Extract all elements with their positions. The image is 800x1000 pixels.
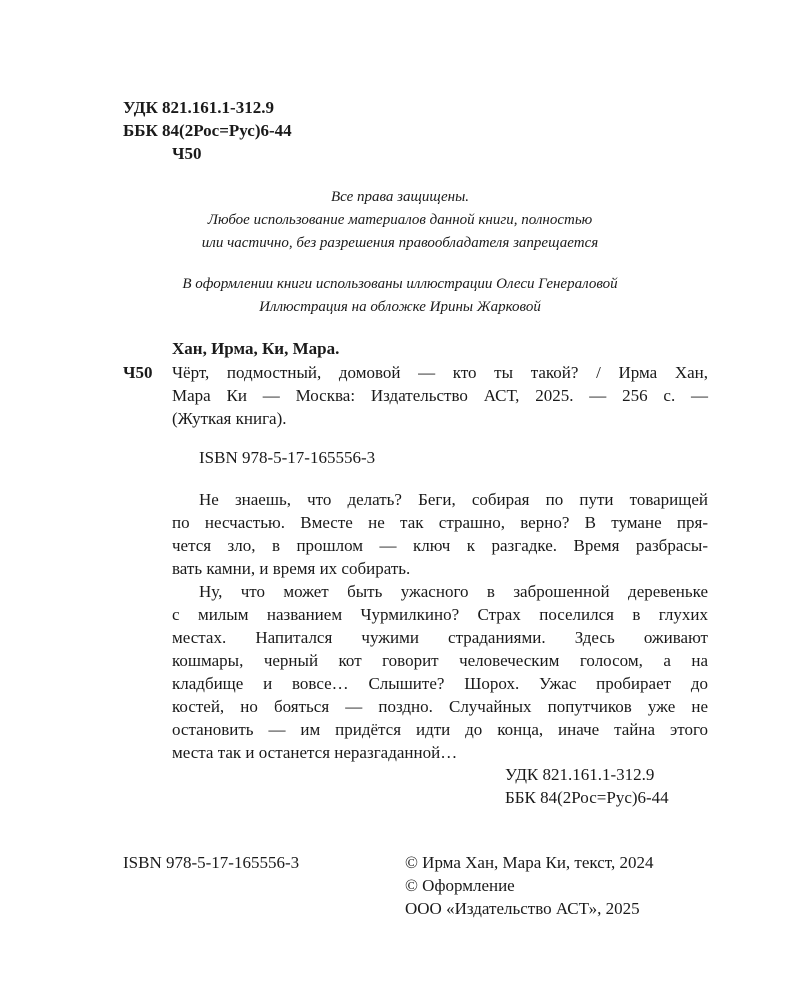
annotation-line: остановить — им придётся идти до конца, иначе тайна этого <box>172 720 708 739</box>
rights-line: Все права защищены. <box>330 189 470 205</box>
annotation-line: местах. Напитался чужими страданиями. Здесь оживают <box>172 628 708 647</box>
catalog-code: Ч50 <box>123 363 153 382</box>
annotation-line: костей, но бояться — поздно. Случайных попутчиков уже не <box>172 697 708 716</box>
copyright-line: ООО «Издательство АСТ», 2025 <box>405 899 640 918</box>
header-bbk: ББК 84(2Рос=Рус)6-44 <box>123 121 292 140</box>
header-udk: УДК 821.161.1-312.9 <box>123 98 274 117</box>
copyright-line: © Ирма Хан, Мара Ки, текст, 2024 <box>405 853 654 872</box>
copyright-line: © Оформление <box>405 876 515 895</box>
illustration-line: Иллюстрация на обложке Ирины Жарковой <box>259 299 541 315</box>
annotation-line: кошмары, черный кот говорит человеческим голосом, а на <box>172 651 708 670</box>
annotation-line: Ну, что может быть ужасного в заброшенной деревеньке <box>199 582 708 601</box>
catalog-isbn: ISBN 978-5-17-165556-3 <box>199 448 376 467</box>
catalog-description-line: (Жуткая книга). <box>172 409 287 428</box>
annotation-line: вать камни, и время их собирать. <box>172 559 411 578</box>
rights-line: Любое использование материалов данной книги, полностью <box>207 212 593 228</box>
annotation-line: с милым названием Чурмилкино? Страх поселился в глухих <box>172 605 708 624</box>
catalog-description-line: Чёрт, подмостный, домовой — кто ты такой? / Ирма Хан, <box>172 363 708 382</box>
catalog-description-line: Мара Ки — Москва: Издательство АСТ, 2025. — 256 с. — <box>172 386 708 405</box>
catalog-authors: Хан, Ирма, Ки, Мара. <box>172 339 340 358</box>
illustration-line: В оформлении книги использованы иллюстрации Олеси Генераловой <box>182 276 618 292</box>
annotation-line: по несчастью. Вместе не так страшно, верно? В тумане пря- <box>172 513 708 532</box>
header-author-code: Ч50 <box>172 144 202 163</box>
classification-bbk: ББК 84(2Рос=Рус)6-44 <box>505 788 669 807</box>
annotation-line: Не знаешь, что делать? Беги, собирая по пути товарищей <box>199 490 708 509</box>
classification-udk: УДК 821.161.1-312.9 <box>505 765 655 784</box>
annotation-line: кладбище и вовсе… Слышите? Шорох. Ужас пробирает до <box>172 674 708 693</box>
annotation-line: места так и останется неразгаданной… <box>172 743 458 762</box>
rights-line: или частично, без разрешения правообладателя запрещается <box>201 235 599 251</box>
annotation-line: чется зло, в прошлом — ключ к разгадке. Время разбрасы- <box>172 536 708 555</box>
footer-isbn: ISBN 978-5-17-165556-3 <box>123 853 300 872</box>
